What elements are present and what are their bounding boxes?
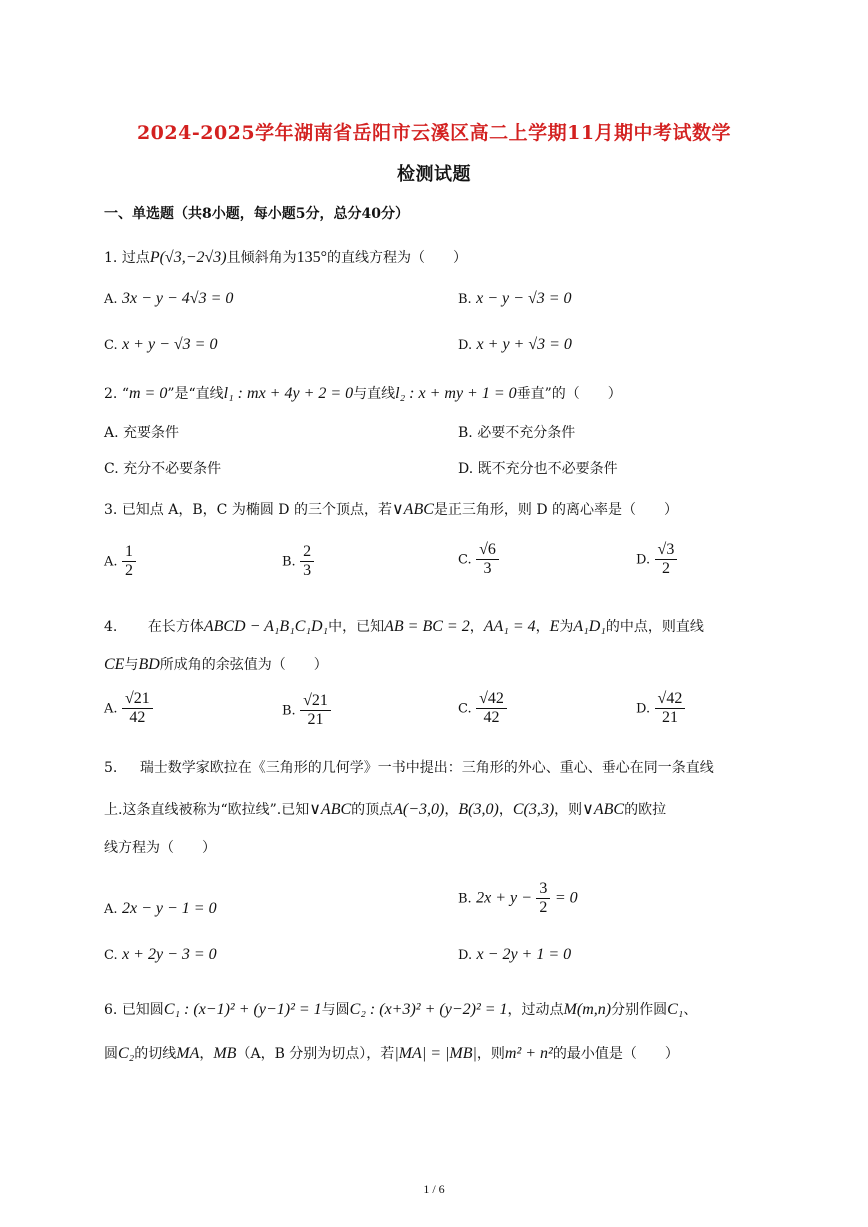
fraction [476,541,499,578]
denominator: 21 [661,709,678,726]
math-point: B(3,0) [458,801,499,818]
option-math: = 0 [554,889,578,907]
text: 垂直”的（ ） [516,386,622,402]
fraction [122,543,136,580]
option-label: A. [104,554,118,570]
question-number: 3. [104,502,118,518]
text: 与直线 [353,386,396,402]
q2-option-d [458,458,618,478]
text: 的直线方程为（ ） [327,250,468,266]
q3-option-b [282,543,314,580]
text: 、 [683,1002,698,1018]
text: 已知圆 [121,1002,164,1018]
fraction [122,690,153,727]
text: ， [469,619,484,635]
math-segment: A₁D₁ [573,618,606,635]
text: ， [199,1046,214,1062]
q3-option-d [636,541,677,578]
math-box: ABCD − A₁B₁C₁D₁ [203,618,329,635]
math-line-1: l₁ : mx + 4y + 2 = 0 [223,385,354,402]
numerator: 3 [536,880,550,899]
math-point: C(3,3) [512,801,555,818]
option-label: B. [458,425,473,441]
denominator: 3 [483,560,492,577]
option-text: 充要条件 [123,425,180,441]
text: 与 [124,657,139,673]
option-label: D. [458,461,474,477]
option-math: 2x − y − 1 = 0 [121,900,217,917]
fraction [536,880,550,917]
question-6-line-2 [104,1044,679,1064]
math-circle-label: C₁ [667,1001,684,1018]
option-text: 既不充分也不必要条件 [477,461,618,477]
text: （A，B 分别为切点），若 [236,1046,395,1062]
q2-option-c [104,458,221,478]
exam-subtitle: 检测试题 [397,164,471,185]
text: 过点 [121,250,150,266]
q1-option-b [458,290,572,308]
text: 所成角的余弦值为（ ） [159,657,328,673]
option-math: x + 2y − 3 = 0 [122,946,217,963]
question-number: 6. [104,1002,118,1018]
math-line-2: l₂ : x + my + 1 = 0 [395,385,517,402]
q3-option-a [104,543,136,580]
denominator: 42 [129,709,146,726]
option-label: B. [282,554,296,570]
denominator: 2 [661,560,670,577]
fraction [300,543,314,580]
text: 的切线 [134,1046,177,1062]
option-label: A. [104,701,118,717]
question-5-line-3: 线方程为（ ） [104,840,216,856]
numerator: √21 [300,692,331,711]
option-math: x + y − √3 = 0 [122,336,218,353]
question-number: 2. [104,386,118,402]
q5-option-a [104,900,217,918]
denominator: 2 [124,562,133,579]
text: 在长方体 [147,619,204,635]
fraction [300,692,331,729]
q4-option-a [104,690,153,727]
q4-option-d [636,690,685,727]
q5-option-b [458,880,578,917]
math-segment: MA [176,1045,200,1062]
text: “ [121,386,129,402]
option-label: C. [104,338,118,353]
option-math: x − 2y + 1 = 0 [476,946,572,963]
numerator: √6 [476,541,499,560]
text: 且倾斜角为 [226,250,297,266]
option-label: A. [104,902,118,917]
numerator: √42 [476,690,507,709]
numerator: √3 [655,541,678,560]
question-3 [104,500,678,520]
denominator: 21 [307,711,324,728]
math-point: M(m,n) [563,1001,612,1018]
math-segment: MB [213,1045,237,1062]
option-text: 充分不必要条件 [123,461,222,477]
text: 瑞士数学家欧拉在《三角形的几何学》一书中提出：三角形的外心、重心、垂心在同一条直线 [139,760,714,776]
question-5 [104,758,714,778]
option-label: C. [104,948,118,963]
option-label: D. [636,701,651,717]
math-triangle: ∨ABC [309,801,352,818]
text: ， [535,619,550,635]
q2-option-a [104,422,179,442]
option-label: D. [458,948,473,963]
q4-option-b [282,692,331,729]
page-number: 1 / 6 [423,1182,445,1196]
option-label: B. [458,891,472,907]
question-number: 1. [104,250,118,266]
question-6 [104,1000,697,1020]
option-label: A. [104,292,118,307]
option-label: C. [104,461,119,477]
option-label: A. [104,425,119,441]
option-label: B. [282,703,296,719]
text: 中，已知 [328,619,385,635]
math-expression: m² + n² [504,1045,553,1062]
option-text: 必要不充分条件 [477,425,576,441]
option-label: C. [458,552,472,568]
q5-option-c [104,946,217,964]
denominator: 2 [539,899,548,916]
numerator: 2 [300,543,314,562]
text: 已知点 A，B，C 为椭圆 D 的三个顶点，若 [121,502,392,518]
question-1 [104,248,467,268]
numerator: √21 [122,690,153,709]
question-4-line-2 [104,655,328,675]
math-circle-1: C₁ : (x−1)² + (y−1)² = 1 [163,1001,322,1018]
question-2 [104,384,622,404]
math-triangle: ∨ABC [391,501,434,518]
option-label: D. [458,338,473,353]
option-math: x + y + √3 = 0 [476,336,572,353]
text: 是正三角形，则 D 的离心率是（ ） [433,502,679,518]
math-triangle: ∨ABC [582,801,625,818]
question-5-line-2: 上.这条直线被称为“欧拉线”.已知∨ABC的顶点A(−3,0)，B(3,0)，C(3,3)，则∨ABC的欧拉 [104,801,667,818]
q2-option-b [458,422,575,442]
math-eq: AA₁ = 4 [483,618,536,635]
text: 的欧拉 [624,802,667,818]
q1-option-d [458,336,572,354]
q3-option-c [458,541,499,578]
denominator: 3 [303,562,312,579]
text: ，则 [554,802,583,818]
question-number: 4. [104,619,118,635]
math-point: P(√3,−2√3) [149,249,227,266]
numerator: 1 [122,543,136,562]
q5-option-d [458,946,571,964]
text: ”是“直线 [167,386,224,402]
text: 分别作圆 [611,1002,668,1018]
text: 与圆 [321,1002,350,1018]
text: 上.这条直线被称为“欧拉线”.已知 [104,802,310,818]
math-condition: m = 0 [128,385,168,402]
text: ，过动点 [507,1002,564,1018]
math-circle-label: C₂ [118,1045,135,1062]
math-line: BD [138,656,160,673]
q1-option-a [104,290,233,308]
text: 的最小值是（ ） [552,1046,679,1062]
text: 的中点，则直线 [605,619,704,635]
section-heading: 一、单选题（共8小题，每小题5分，总分40分） [104,206,409,222]
math-condition: |MA| = |MB| [394,1045,477,1062]
text: 圆 [104,1046,118,1062]
option-label: B. [458,292,472,307]
q4-option-c [458,690,507,727]
fraction [655,541,678,578]
fraction [655,690,686,727]
option-math: 3x − y − 4√3 = 0 [121,290,234,307]
denominator: 42 [483,709,500,726]
option-label: C. [458,701,472,717]
q1-option-c [104,336,217,354]
math-line: CE [104,656,125,673]
text: 的顶点 [351,802,394,818]
option-math: 2x + y − [476,889,532,907]
question-number: 5. [104,760,118,776]
question-4 [104,617,704,637]
text: ，则 [476,1046,505,1062]
math-point: E [549,618,560,635]
option-label: D. [636,552,651,568]
option-math: x − y − √3 = 0 [476,290,572,307]
fraction [476,690,507,727]
numerator: √42 [655,690,686,709]
math-eq: AB = BC = 2 [384,618,470,635]
text: 为 [559,619,574,635]
math-angle: 135° [296,249,328,266]
exam-title: 2024-2025学年湖南省岳阳市云溪区高二上学期11月期中考试数学 [136,122,732,144]
math-circle-2: C₂ : (x+3)² + (y−2)² = 1 [349,1001,508,1018]
math-point: A(−3,0) [393,801,445,818]
